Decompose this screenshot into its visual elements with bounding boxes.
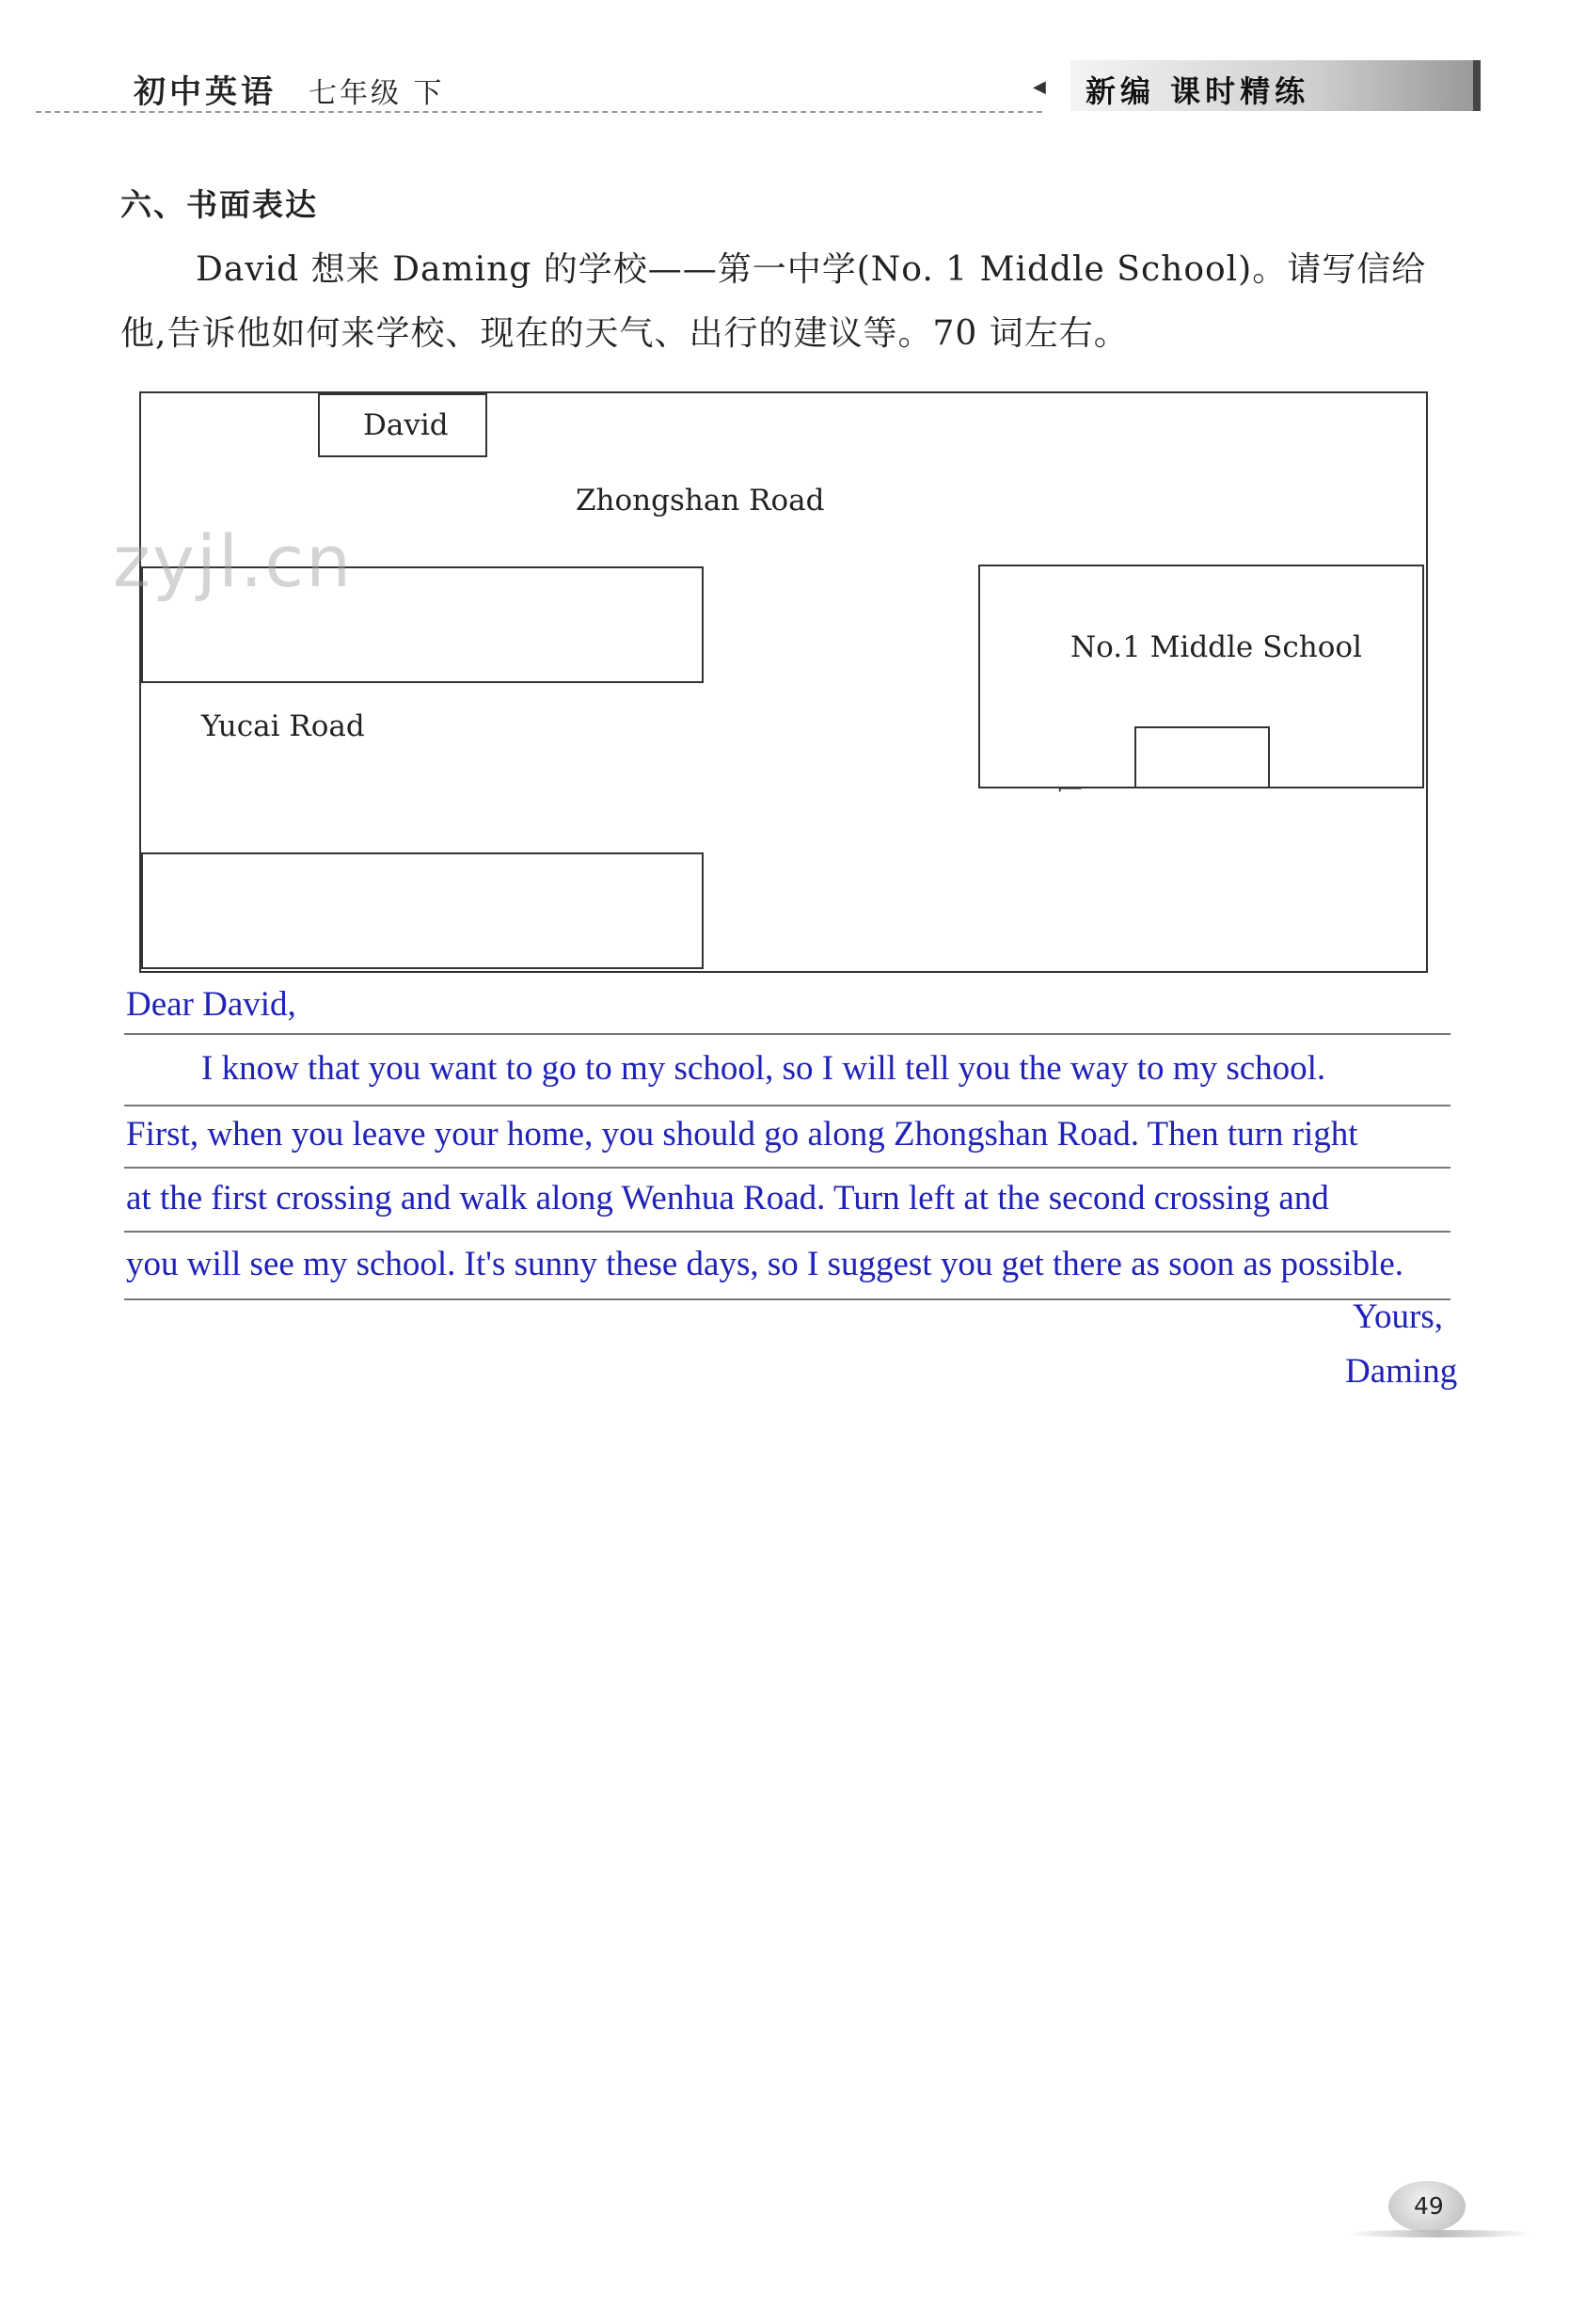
watermark-text: zyjl.cn bbox=[113, 519, 354, 603]
block-lower bbox=[141, 852, 704, 969]
header-subject: 初中英语 bbox=[134, 73, 277, 111]
answer-signature: Daming bbox=[1345, 1352, 1458, 1391]
answer-rule-5 bbox=[124, 1298, 1450, 1300]
page-swoosh bbox=[1345, 2230, 1533, 2237]
answer-rule-2 bbox=[124, 1105, 1450, 1106]
answer-line-2: First, when you leave your home, you should go along Zhongshan Road. Then turn right bbox=[126, 1115, 1358, 1154]
answer-rule-3 bbox=[124, 1167, 1450, 1169]
school-label: No.1 Middle School bbox=[1070, 630, 1362, 664]
answer-line-3: at the first crossing and walk along Wenhua Road. Turn left at the second crossing and bbox=[126, 1179, 1329, 1218]
answer-line-1: I know that you want to go to my school, so I will tell you the way to my school. bbox=[201, 1049, 1326, 1088]
series-badge bbox=[1070, 60, 1481, 111]
series-title: 新编 课时精练 bbox=[1086, 73, 1310, 109]
home-box bbox=[318, 393, 487, 457]
prompt-line-2: 他,告诉他如何来学校、现在的天气、出行的建议等。70 词左右。 bbox=[120, 314, 1129, 353]
header-arrow-icon: ◀ bbox=[1033, 77, 1046, 97]
school-box bbox=[978, 565, 1424, 788]
header-grade: 七年级 下 bbox=[309, 77, 445, 110]
header-divider bbox=[36, 111, 1042, 113]
zhongshan-road-label: Zhongshan Road bbox=[576, 484, 825, 517]
answer-rule-4 bbox=[124, 1231, 1450, 1233]
yucai-road-label: Yucai Road bbox=[201, 709, 365, 743]
answer-closing: Yours, bbox=[1353, 1297, 1443, 1336]
school-gate bbox=[1134, 726, 1270, 788]
answer-greeting: Dear David, bbox=[126, 985, 296, 1024]
home-label: David bbox=[363, 408, 449, 442]
prompt-line-1: David 想来 Daming 的学校——第一中学(No. 1 Middle School)。请写信给 bbox=[196, 250, 1427, 289]
map-diagram bbox=[139, 391, 1428, 973]
section-title: 六、书面表达 bbox=[120, 186, 318, 223]
answer-line-4: you will see my school. It's sunny these days, so I suggest you get there as soon as possible. bbox=[126, 1245, 1404, 1283]
answer-rule-1 bbox=[124, 1033, 1450, 1035]
page-number: 49 bbox=[1414, 2192, 1444, 2220]
